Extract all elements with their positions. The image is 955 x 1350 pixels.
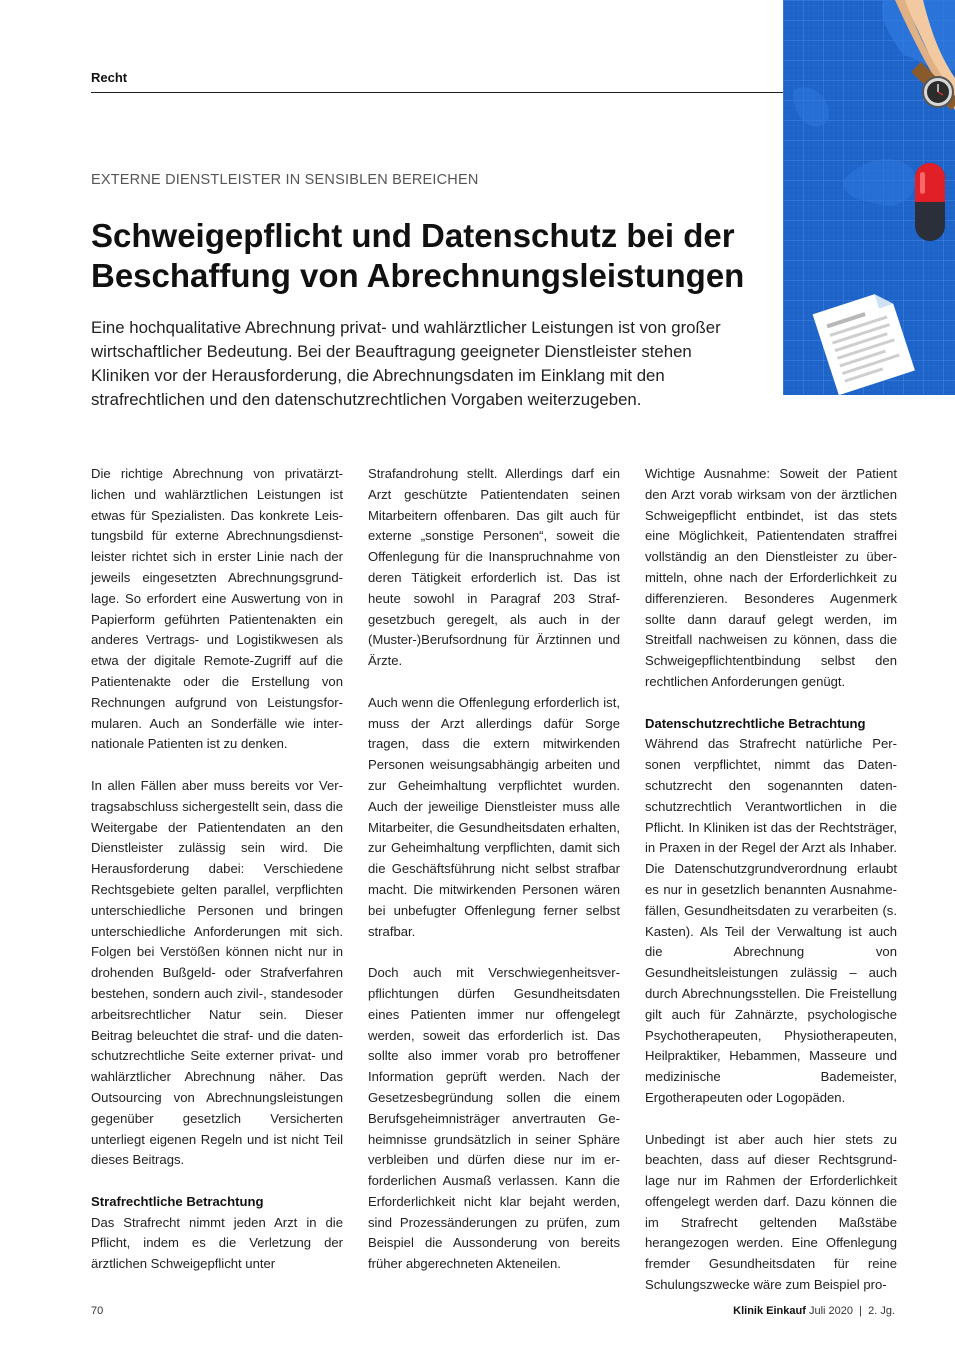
section-label: Recht xyxy=(91,70,128,85)
footer-publication xyxy=(733,1305,895,1317)
paragraph: Strafandrohung stellt. Allerdings darf ein Arzt geschützte Patientendaten seinen Mitarbeitern offenbaren. Das gilt auch für externe „sonstige Personen“, soweit die Offenlegung für die Inanspruchnahme von deren Tätigkeit erforderlich ist. Das ist heute sowohl in Paragraf 203 Strafgesetzbuch geregelt, als auch in der (Muster-)Berufsordnung für Ärztinnen und Ärzte. xyxy=(368,466,620,669)
page-number: 70 xyxy=(91,1305,104,1317)
paragraph: Auch wenn die Offenlegung erforderlich ist, muss der Arzt allerdings dafür Sorge tragen, dass die extern mitwirkenden Personen weisungsabhängig arbeiten und zur Geheimhaltung verpflichtet wurden. Auch der jeweilige Dienstleister muss alle Mitarbeiter, die Gesundheitsdaten erhalten, zur Geheimhaltung verpflichten, damit sich die Geschäftsführung nicht selbst strafbar macht. Die mitwirkenden Personen wären bei unbefugter Offenlegung ferner selbst strafbar. xyxy=(368,694,620,939)
paragraph: Das Strafrecht nimmt jeden Arzt in die Pflicht, indem es die Verletzung der ärztlichen Schweigepflicht unter xyxy=(91,1214,343,1272)
article-lead: Eine hochqualitative Abrechnung privat- und wahlärztlicher Leistungen ist von großer wirtschaftlicher Bedeutung. Bei der Beauftragung geeigneter Dienstleister stehen Kliniken vor der Herausforderung, die Abrechnungsdaten im Einklang mit den strafrechtlichen und den datenschutzrechtlichen Vorgaben weiterzugeben. xyxy=(91,318,721,409)
wristwatch-icon xyxy=(923,77,953,107)
article-kicker: EXTERNE DIENSTLEISTER IN SENSIBLEN BEREICHEN xyxy=(91,172,479,188)
subheading: Strafrechtliche Betrachtung xyxy=(91,1193,264,1209)
subheading: Datenschutzrechtliche Betrachtung xyxy=(645,715,866,731)
capsule-icon xyxy=(915,163,945,241)
paragraph: In allen Fällen aber muss bereits vor Vertragsabschluss sichergestellt sein, dass die Weitergabe der Patientendaten an den Dienstleister zulässig sein wird. Die Herausforderung dabei: Verschiedene Rechtsgebiete gelten parallel, verpflichten unterschiedliche Personen und bringen unterschiedliche Anforderungen mit sich. Folgen bei Verstößen können nicht nur in drohenden Bußgeld- oder Strafverfahren bestehen, sondern auch zivil-, standesoder arbeitsrechtlicher Natur sein. Dieser Beitrag beleuchtet die straf- und die datenschutzrechtliche Seite externer privat- und wahlärztlicher Abrechnung näher. Das Outsourcing von Abrechnungsleistungen gegenüber gesetzlich Versicherten unterliegt eigenen Regeln und ist nicht Teil dieses Beitrags. xyxy=(91,777,343,1168)
issue-info: Juli 2020 | 2. Jg. xyxy=(808,1305,895,1317)
text-column-2 xyxy=(368,464,620,1275)
article-title: Schweigepflicht und Datenschutz bei der Beschaffung von Abrechnungsleistungen xyxy=(91,217,745,294)
magazine-name: Klinik Einkauf xyxy=(733,1305,806,1317)
header-illustration xyxy=(783,0,955,395)
paragraph: Während das Strafrecht natürliche Personen verpflichtet, nimmt das Datenschutzrecht den sogenannten datenschutzrechtlich Verantwortlichen in die Pflicht. In Kliniken ist das der Rechtsträger, in Praxen in der Regel der Arzt als Inhaber. Die Datenschutzgrundverordnung erlaubt es nur in gesetzlich benannten Ausnahmefällen, Gesundheitsdaten zu verarbeiten (s. Kasten). Als Teil der Verwaltung ist auch die Abrechnung von Gesundheitsleistungen zulässig – auch durch Abrechnungsstellen. Die Freistellung gilt auch für Zahnärzte, psychologische Psychotherapeuten, Physiotherapeuten, Heilpraktiker, Hebammen, Masseure und medizinische Bademeister, Ergotherapeuten oder Logopäden. xyxy=(645,736,897,1105)
paragraph: Wichtige Ausnahme: Soweit der Patient den Arzt vorab wirksam von der ärztlichen Schweigepflicht entbindet, ist das stets eine Möglichkeit, Patientendaten straffrei vollständig an den Dienstleister zu übermitteln, ohne nach der Erforderlichkeit zu differenzieren. Besonderes Augenmerk sollte dann darauf gelegt werden, im Streitfall nachweisen zu können, dass die Schweigepflichtentbindung selbst den rechtlichen Anforderungen genügt. xyxy=(645,466,897,689)
paragraph: Doch auch mit Verschwiegenheitsverpflichtungen dürfen Gesundheitsdaten eines Patienten immer nur offengelegt werden, soweit das erforderlich ist. Das sollte also immer vorab pro betroffener Information geprüft werden. Nach der Gesetzesbegründung sollen die einem Berufsgeheimnisträger anvertrauten Geheimnisse grundsätzlich in seiner Sphäre verbleiben und dürfen diese nur im erforderlichen Ausmaß verlassen. Kann die Erforderlichkeit nicht klar bejaht werden, sind Prozessänderungen zu prüfen, zum Beispiel die Aussonderung von bereits früher abgerechneten Akteneilen. xyxy=(368,965,620,1272)
text-column-3 xyxy=(645,464,897,1296)
paragraph: Die richtige Abrechnung von privatärztlichen und wahlärztlichen Leistungen ist etwas für Spezialisten. Das konkrete Leistungsbild für externe Abrechnungsdienstleister richtet sich in erster Linie nach der jeweils eingesetzten Abrechnungsgrundlage. So erfordert eine Auswertung von in Papierform geführten Patientenakten ein anderes Vertrags- und Logistikwesen als etwa der digitale Remote-Zugriff auf die Patientenakte oder die Erstellung von Rechnungen aufgrund von Leistungsformularen. Auch an Sonderfälle wie internationale Patienten ist zu denken. xyxy=(91,466,343,752)
header-divider xyxy=(91,92,783,93)
paragraph: Unbedingt ist aber auch hier stets zu beachten, dass auf dieser Rechtsgrundlage nur im Rahmen der Erforderlichkeit offengelegt werden darf. Dazu können die im Strafrecht geltenden Maßstäbe herangezogen werden. Eine Offenlegung fremder Gesundheitsdaten für reine Schulungszwecke wäre zum Beispiel pro- xyxy=(645,1131,897,1293)
text-column-1 xyxy=(91,464,343,1275)
